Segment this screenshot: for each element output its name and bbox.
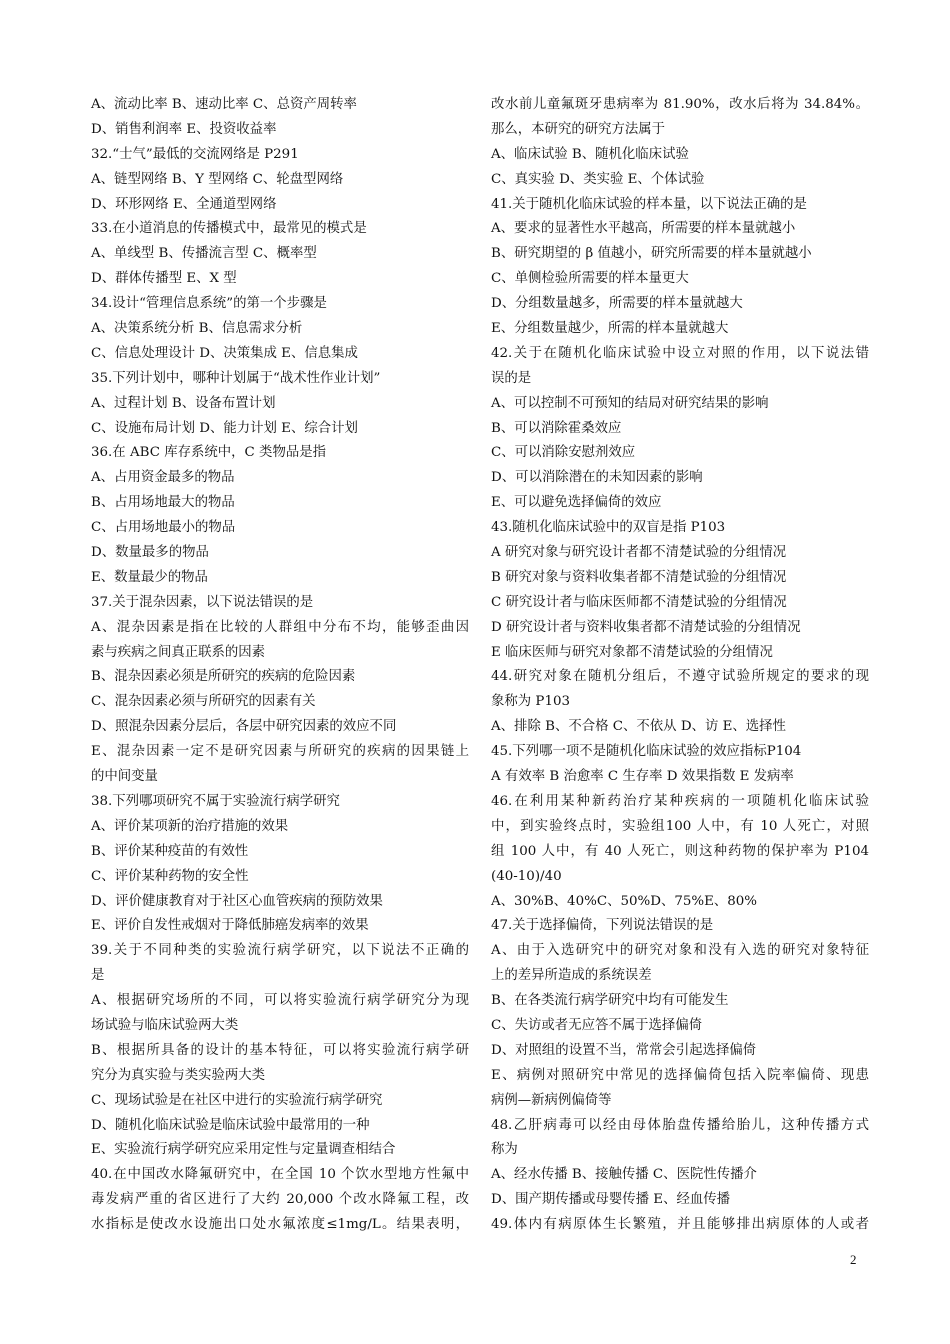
text-line: B、占用场地最大的物品 [91, 495, 235, 511]
text-line: 45.下列哪一项不是随机化临床试验的效应指标P104 [491, 744, 802, 760]
text-line: A、占用资金最多的物品 [91, 470, 235, 486]
text-line: D、随机化临床试验是临床试验中最常用的一种 [91, 1117, 370, 1133]
text-line: A、过程计划 B、设备布置计划 [91, 395, 276, 411]
text-line: C、真实验 D、类实验 E、个体试验 [491, 171, 705, 187]
text-line: 水指标是使改水设施出口处水氟浓度≤1mg/L。结果表明， [91, 1217, 469, 1233]
text-line: 场试验与临床试验两大类 [91, 1017, 239, 1033]
text-line: B、评价某种疫苗的有效性 [91, 843, 249, 859]
text-line: 47.关于选择偏倚，下列说法错误的是 [491, 918, 714, 934]
text-line: C、设施布局计划 D、能力计划 E、综合计划 [91, 420, 358, 436]
left-column [91, 93, 469, 1238]
text-line: E、可以避免选择偏倚的效应 [491, 495, 662, 511]
text-line: A、链型网络 B、Y 型网络 C、轮盘型网络 [91, 171, 344, 187]
text-line: C 研究设计者与临床医师都不清楚试验的分组情况 [491, 594, 787, 610]
text-line: A、临床试验 B、随机化临床试验 [491, 146, 689, 162]
text-line: D、围产期传播或母婴传播 E、经血传播 [491, 1192, 731, 1208]
text-line: 41.关于随机化临床试验的样本量，以下说法正确的是 [491, 196, 807, 212]
text-line: 称为 [491, 1142, 518, 1158]
text-line: C、信息处理设计 D、决策集成 E、信息集成 [91, 345, 358, 361]
text-line: (40-10)/40 [491, 868, 562, 884]
text-line: 34.设计“管理信息系统”的第一个步骤是 [91, 296, 327, 312]
text-line: 40.在中国改水降氟研究中，在全国 10 个饮水型地方性氟中 [91, 1167, 469, 1183]
page-number: 2 [850, 1252, 857, 1267]
text-line: D、可以消除潜在的未知因素的影响 [491, 470, 703, 486]
text-line: D、环形网络 E、全通道型网络 [91, 196, 277, 212]
text-line: 上的差异所造成的系统误差 [491, 968, 652, 984]
text-line: A、可以控制不可预知的结局对研究结果的影响 [491, 395, 769, 411]
text-line: D、评价健康教育对于社区心血管疾病的预防效果 [91, 893, 383, 909]
text-line: 46.在利用某种新药治疗某种疾病的一项随机化临床试验 [491, 793, 869, 809]
text-line: 病例—新病例偏倚等 [491, 1092, 612, 1108]
text-line: 误的是 [491, 370, 532, 386]
right-column [491, 93, 869, 1238]
text-line: 37.关于混杂因素，以下说法错误的是 [91, 594, 314, 610]
text-line: 35.下列计划中，哪种计划属于“战术性作业计划” [91, 370, 381, 386]
text-line: E 临床医师与研究对象都不清楚试验的分组情况 [491, 644, 773, 660]
text-line: D、照混杂因素分层后，各层中研究因素的效应不同 [91, 719, 397, 735]
text-line: 那么，本研究的研究方法属于 [491, 121, 666, 137]
text-line: C、评价某种药物的安全性 [91, 868, 249, 884]
text-line: 39.关于不同种类的实验流行病学研究，以下说法不正确的 [91, 943, 469, 959]
text-line: D、对照组的设置不当，常常会引起选择偏倚 [491, 1042, 757, 1058]
text-line: 的中间变量 [91, 769, 158, 785]
text-line: C、失访或者无应答不属于选择偏倚 [491, 1017, 703, 1033]
text-line: 象称为 P103 [491, 694, 570, 710]
text-line: A 研究对象与研究设计者都不清楚试验的分组情况 [491, 545, 787, 561]
text-line: B、可以消除霍桑效应 [491, 420, 622, 436]
text-line: 是 [91, 968, 105, 984]
text-line: 43.随机化临床试验中的双盲是指 P103 [491, 520, 726, 536]
text-line: 48.乙肝病毒可以经由母体胎盘传播给胎儿，这种传播方式 [491, 1117, 869, 1133]
text-line: D、群体传播型 E、X 型 [91, 271, 237, 287]
text-line: A、混杂因素是指在比较的人群组中分布不均，能够歪曲因 [91, 619, 469, 635]
text-line: A、由于入选研究中的研究对象和没有入选的研究对象特征 [491, 943, 869, 959]
text-line: E、评价自发性戒烟对于降低肺癌发病率的效果 [91, 918, 369, 934]
text-line: C、混杂因素必须与所研究的因素有关 [91, 694, 316, 710]
text-line: A、30%B、40%C、50%D、75%E、80% [491, 893, 758, 909]
text-line: 49.体内有病原体生长繁殖，并且能够排出病原体的人或者 [491, 1217, 869, 1233]
text-line: A 有效率 B 治愈率 C 生存率 D 效果指数 E 发病率 [491, 769, 794, 785]
text-line: B、混杂因素必须是所研究的疾病的危险因素 [91, 669, 356, 685]
text-line: A、流动比率 B、速动比率 C、总资产周转率 [91, 97, 357, 112]
text-line: D、数量最多的物品 [91, 545, 209, 561]
text-line: E、混杂因素一定不是研究因素与所研究的疾病的因果链上 [91, 744, 469, 760]
text-line: 42.关于在随机化临床试验中设立对照的作用，以下说法错 [491, 345, 869, 361]
text-line: 毒发病严重的省区进行了大约 20,000 个改水降氟工程，改 [91, 1192, 469, 1208]
text-line: A、要求的显著性水平越高，所需要的样本量就越小 [491, 221, 796, 237]
text-line: 36.在 ABC 库存系统中，C 类物品是指 [91, 445, 327, 461]
text-line: B、在各类流行病学研究中均有可能发生 [491, 993, 729, 1009]
text-line: B、研究期望的 β 值越小，研究所需要的样本量就越小 [491, 246, 812, 262]
text-line: 32.“士气”最低的交流网络是 P291 [91, 146, 299, 162]
text-line: B、根据所具备的设计的基本特征，可以将实验流行病学研 [91, 1042, 469, 1058]
text-line: C、单侧检验所需要的样本量更大 [491, 271, 689, 287]
text-line: 素与疾病之间真正联系的因素 [91, 644, 266, 660]
text-line: C、可以消除安慰剂效应 [491, 445, 636, 461]
text-line: 究分为真实验与类实验两大类 [91, 1067, 266, 1083]
text-line: E、实验流行病学研究应采用定性与定量调查相结合 [91, 1142, 396, 1158]
text-line: E、数量最少的物品 [91, 569, 208, 585]
text-line: A、评价某项新的治疗措施的效果 [91, 818, 289, 834]
text-line: E、分组数量越少，所需的样本量就越大 [491, 321, 729, 337]
text-line: 33.在小道消息的传播模式中，最常见的模式是 [91, 221, 367, 237]
text-line: 组 100 人中，有 40 人死亡，则这种药物的保护率为 P104 [491, 843, 869, 859]
text-line: B 研究对象与资料收集者都不清楚试验的分组情况 [491, 569, 787, 585]
text-line: C、现场试验是在社区中进行的实验流行病学研究 [91, 1092, 383, 1108]
text-line: E、病例对照研究中常见的选择偏倚包括入院率偏倚、现患 [491, 1067, 869, 1083]
text-line: 中，到实验终点时，实验组100 人中，有 10 人死亡，对照 [491, 818, 869, 834]
text-line: A、排除 B、不合格 C、不依从 D、访 E、选择性 [491, 719, 786, 735]
text-line: 38.下列哪项研究不属于实验流行病学研究 [91, 793, 340, 809]
text-line: A、决策系统分析 B、信息需求分析 [91, 321, 303, 337]
text-line: 改水前儿童氟斑牙患病率为 81.90%，改水后将为 34.84%。 [491, 97, 869, 112]
text-line: C、占用场地最小的物品 [91, 520, 236, 536]
text-line: D、分组数量越多，所需要的样本量就越大 [491, 296, 743, 312]
text-line: 44.研究对象在随机分组后，不遵守试验所规定的要求的现 [491, 669, 869, 685]
text-line: A、经水传播 B、接触传播 C、医院性传播介 [491, 1167, 757, 1183]
text-line: A、根据研究场所的不同，可以将实验流行病学研究分为现 [91, 993, 469, 1009]
text-line: D 研究设计者与资料收集者都不清楚试验的分组情况 [491, 619, 801, 635]
text-line: A、单线型 B、传播流言型 C、概率型 [91, 246, 317, 262]
text-line: D、销售利润率 E、投资收益率 [91, 121, 277, 137]
